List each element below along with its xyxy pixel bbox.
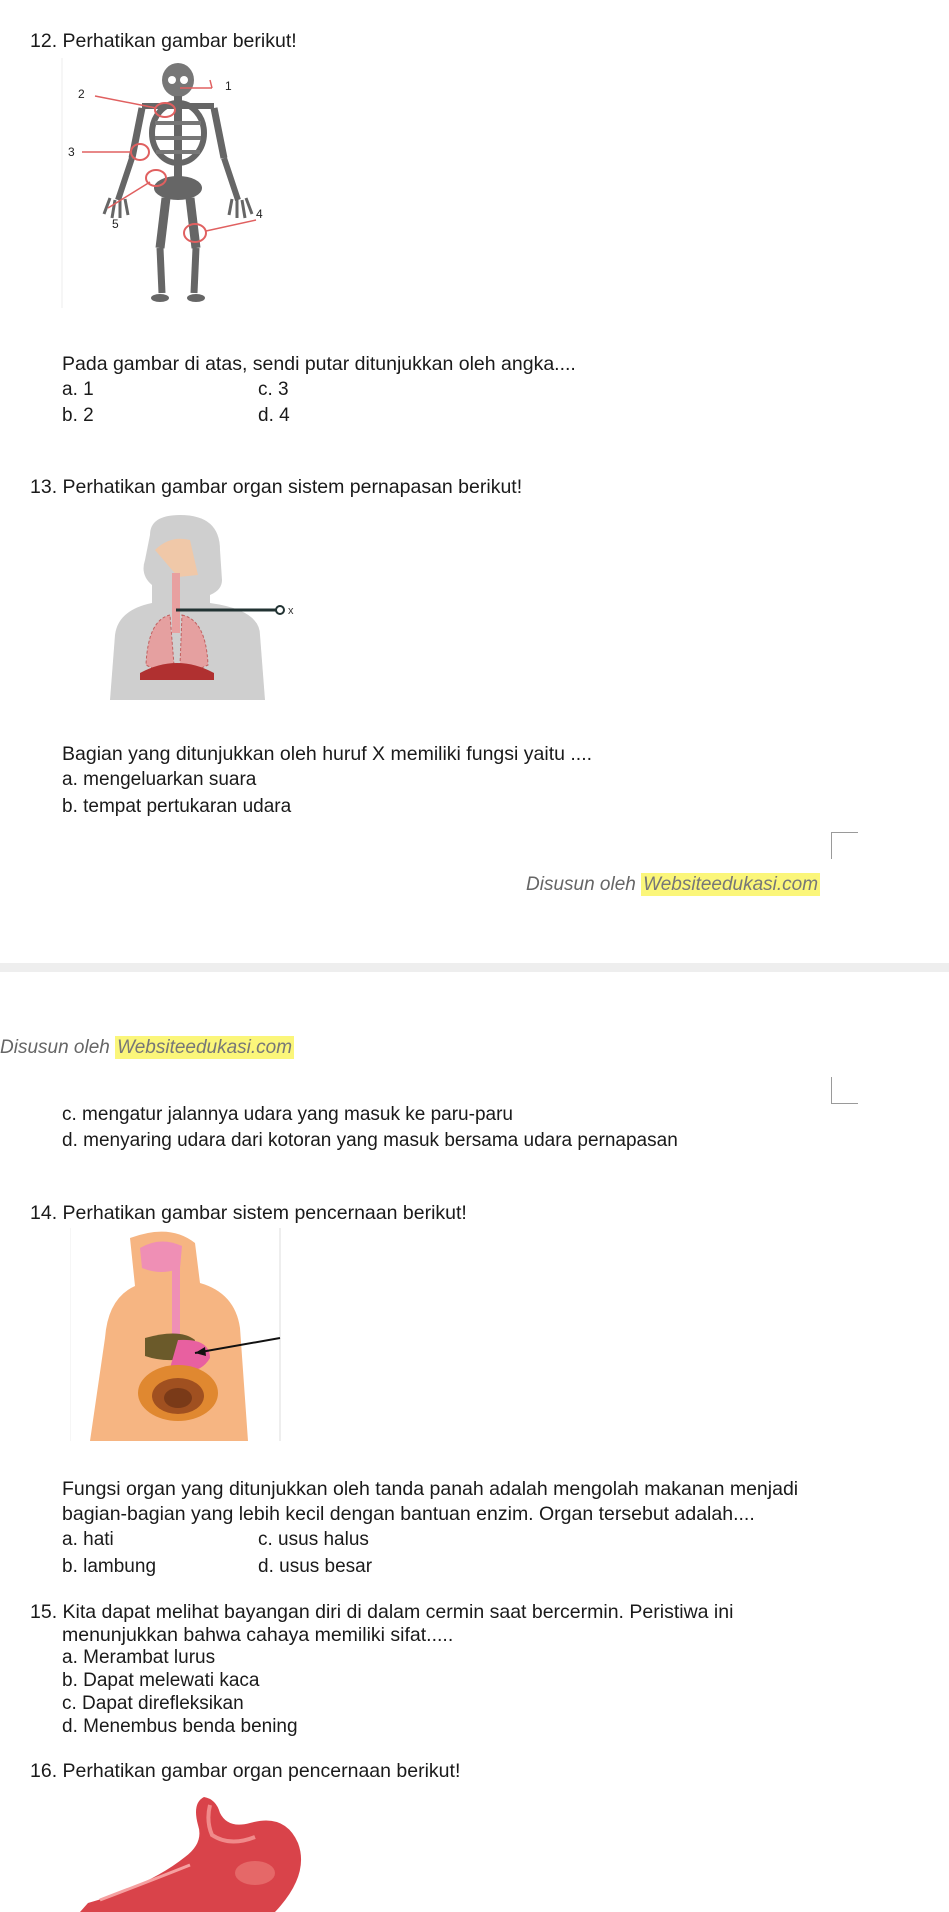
- skeleton-label-2: 2: [78, 87, 85, 101]
- page-corner-mark: [831, 832, 858, 859]
- skeleton-label-1: 1: [225, 79, 232, 93]
- q12-option-a: a. 1: [62, 379, 94, 400]
- q14-option-a: a. hati: [62, 1529, 114, 1550]
- q12-option-b: b. 2: [62, 405, 94, 426]
- q12-heading: 12. Perhatikan gambar berikut!: [30, 30, 297, 52]
- q14-option-c: c. usus halus: [258, 1529, 369, 1550]
- skeleton-figure: [60, 58, 280, 308]
- stomach-figure: [80, 1795, 320, 1912]
- q15-option-d: d. Menembus benda bening: [62, 1716, 298, 1737]
- skeleton-label-5: 5: [112, 217, 119, 231]
- q13-option-d: d. menyaring udara dari kotoran yang masuk bersama udara pernapasan: [62, 1130, 678, 1151]
- q14-heading: 14. Perhatikan gambar sistem pencernaan berikut!: [30, 1202, 467, 1224]
- page-divider: [0, 963, 949, 972]
- q12-option-c: c. 3: [258, 379, 289, 400]
- q12-option-d: d. 4: [258, 405, 290, 426]
- credit-footer: [526, 874, 820, 896]
- q14-stem-line1: Fungsi organ yang ditunjukkan oleh tanda panah adalah mengolah makanan menjadi: [62, 1478, 799, 1500]
- q14-option-b: b. lambung: [62, 1556, 157, 1577]
- respiratory-figure: [110, 515, 300, 700]
- credit-header: [0, 1037, 294, 1059]
- digestive-figure: [70, 1228, 282, 1441]
- q14-option-d: d. usus besar: [258, 1556, 373, 1577]
- q16-heading: 16. Perhatikan gambar organ pencernaan berikut!: [30, 1760, 461, 1782]
- q13-option-b: b. tempat pertukaran udara: [62, 796, 292, 817]
- respiratory-label-x: x: [288, 605, 294, 617]
- q13-heading: 13. Perhatikan gambar organ sistem pernapasan berikut!: [30, 476, 523, 498]
- q14-stem-line2: bagian-bagian yang lebih kecil dengan bantuan enzim. Organ tersebut adalah....: [62, 1503, 755, 1525]
- q15-option-c: c. Dapat direfleksikan: [62, 1693, 244, 1714]
- q15-option-a: a. Merambat lurus: [62, 1647, 216, 1668]
- q15-line1: 15. Kita dapat melihat bayangan diri di dalam cermin saat bercermin. Peristiwa ini: [30, 1601, 734, 1623]
- q15-line2: menunjukkan bahwa cahaya memiliki sifat.....: [62, 1624, 454, 1646]
- credit-prefix: Disusun oleh: [0, 1037, 110, 1058]
- q15-option-b: b. Dapat melewati kaca: [62, 1670, 260, 1691]
- q13-option-c: c. mengatur jalannya udara yang masuk ke paru-paru: [62, 1104, 513, 1125]
- q13-stem: Bagian yang ditunjukkan oleh huruf X memiliki fungsi yaitu ....: [62, 743, 593, 765]
- page-corner-mark: [831, 1077, 858, 1104]
- credit-site: Websiteedukasi.com: [117, 1037, 293, 1058]
- skeleton-label-3: 3: [68, 145, 75, 159]
- q12-stem: Pada gambar di atas, sendi putar ditunjukkan oleh angka....: [62, 353, 576, 375]
- credit-prefix: Disusun oleh: [526, 874, 636, 895]
- skeleton-label-4: 4: [256, 207, 263, 221]
- skull-icon: [162, 63, 194, 97]
- q13-option-a: a. mengeluarkan suara: [62, 769, 257, 790]
- credit-site: Websiteedukasi.com: [643, 874, 819, 895]
